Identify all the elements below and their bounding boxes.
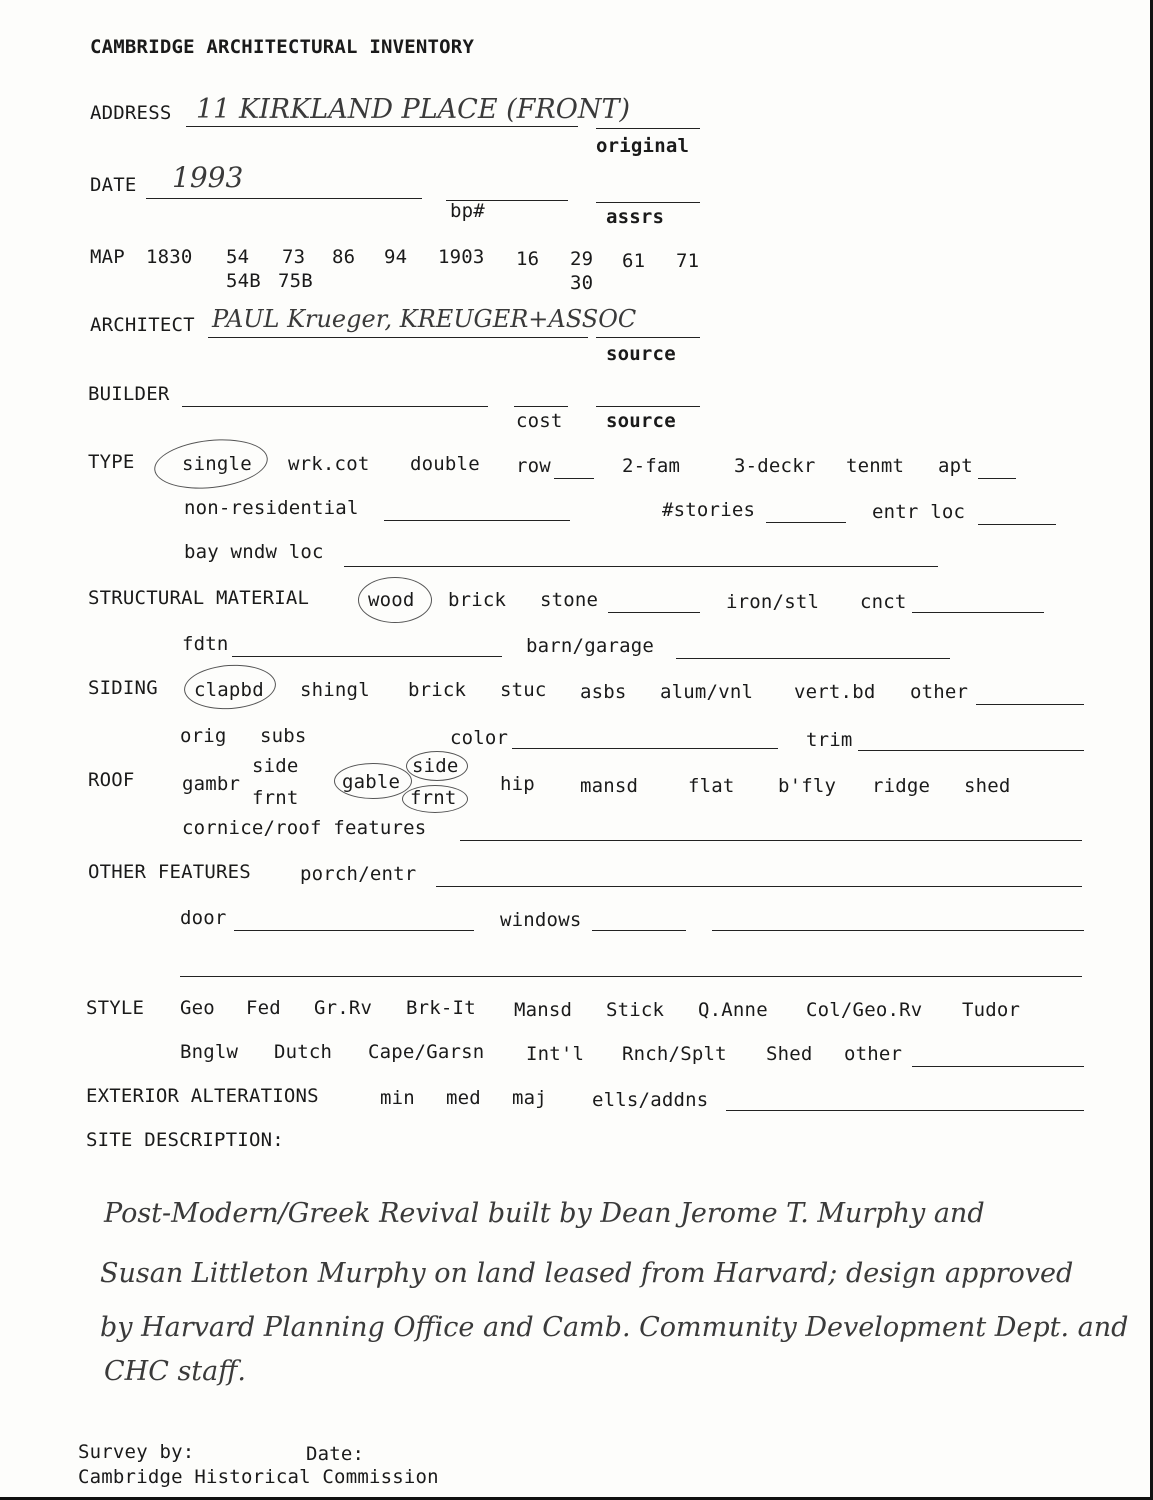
exterior-option[interactable]: maj	[512, 1087, 547, 1109]
fdtn-label: fdtn	[182, 633, 229, 655]
address-value: 11 KIRKLAND PLACE (FRONT)	[196, 94, 631, 125]
map-year: 30	[570, 272, 594, 294]
roof-option[interactable]: frnt	[252, 787, 299, 809]
structural-option[interactable]: cnct	[860, 591, 907, 613]
subs-label: subs	[260, 725, 307, 747]
barn-garage-label: barn/garage	[526, 635, 655, 657]
address-label: ADDRESS	[90, 102, 172, 124]
roof-option[interactable]: side	[412, 755, 459, 777]
site-description-line: Susan Littleton Murphy on land leased from Harvard; design approved	[100, 1258, 1074, 1289]
architect-line	[208, 337, 588, 338]
date-line	[146, 198, 422, 199]
style-option[interactable]: Stick	[606, 999, 665, 1021]
windows-label: windows	[500, 909, 582, 931]
door-line	[234, 930, 474, 931]
map-year: 54B	[226, 270, 261, 292]
porch-line	[436, 886, 1082, 887]
roof-option[interactable]: shed	[964, 775, 1011, 797]
style-label: STYLE	[86, 997, 145, 1019]
survey-date-label: Date:	[306, 1443, 365, 1465]
siding-option[interactable]: asbs	[580, 681, 627, 703]
commission-label: Cambridge Historical Commission	[78, 1466, 439, 1488]
porch-label: porch/entr	[300, 863, 417, 885]
assrs-label: assrs	[606, 206, 665, 228]
date-label: DATE	[90, 174, 137, 196]
style-option[interactable]: Mansd	[514, 999, 573, 1021]
cornice-line	[460, 840, 1082, 841]
site-description-line: by Harvard Planning Office and Camb. Community Development Dept. and	[100, 1312, 1129, 1343]
trim-label: trim	[806, 729, 853, 751]
roof-option[interactable]: frnt	[410, 787, 457, 809]
exterior-option[interactable]: ells/addns	[592, 1089, 709, 1111]
map-year: 94	[384, 246, 408, 268]
type-label: TYPE	[88, 451, 135, 473]
style-other-line	[912, 1066, 1084, 1067]
exterior-option[interactable]: med	[446, 1087, 481, 1109]
entr-loc-label: entr loc	[872, 501, 966, 523]
style-option[interactable]: Shed	[766, 1043, 813, 1065]
map-year: 16	[516, 248, 540, 270]
other-features-label: OTHER FEATURES	[88, 861, 251, 883]
apt-line	[978, 478, 1016, 479]
map-year: 73	[282, 246, 306, 268]
map-year: 1903	[438, 246, 485, 268]
original-line	[596, 128, 700, 129]
roof-option[interactable]: ridge	[872, 775, 931, 797]
builder-source-line	[596, 406, 700, 407]
type-option[interactable]: 3-deckr	[734, 455, 816, 477]
date-value: 1993	[172, 161, 244, 194]
site-description-label: SITE DESCRIPTION:	[86, 1129, 284, 1151]
exterior-option[interactable]: min	[380, 1087, 415, 1109]
style-option[interactable]: Bnglw	[180, 1041, 239, 1063]
style-option[interactable]: Col/Geo.Rv	[806, 999, 923, 1021]
address-line	[186, 126, 578, 127]
builder-line	[182, 406, 488, 407]
architect-source-label: source	[606, 343, 676, 365]
roof-option[interactable]: hip	[500, 773, 535, 795]
architect-value: PAUL Krueger, KREUGER+ASSOC	[212, 305, 637, 333]
bp-label: bp#	[450, 200, 485, 222]
cost-line	[514, 406, 568, 407]
siding-other-line	[976, 704, 1084, 705]
siding-option[interactable]: shingl	[300, 679, 370, 701]
blank-line	[180, 976, 1082, 977]
type-option[interactable]: apt	[938, 455, 973, 477]
style-option[interactable]: Cape/Garsn	[368, 1041, 485, 1063]
non-residential-label: non-residential	[184, 497, 359, 519]
style-option[interactable]: Q.Anne	[698, 999, 768, 1021]
siding-option[interactable]: stuc	[500, 679, 547, 701]
non-residential-line	[384, 520, 570, 521]
type-option[interactable]: wrk.cot	[288, 453, 370, 475]
color-line	[512, 748, 778, 749]
structural-option[interactable]: brick	[448, 589, 507, 611]
survey-by-label: Survey by:	[78, 1441, 195, 1463]
bay-window-label: bay wndw loc	[184, 541, 324, 563]
type-option[interactable]: 2-fam	[622, 455, 681, 477]
exterior-label: EXTERIOR ALTERATIONS	[86, 1085, 319, 1107]
entr-loc-line	[978, 524, 1056, 525]
roof-option[interactable]: flat	[688, 775, 735, 797]
architect-source-line	[596, 337, 700, 338]
fdtn-line	[232, 656, 502, 657]
siding-option[interactable]: brick	[408, 679, 467, 701]
siding-option[interactable]: vert.bd	[794, 681, 876, 703]
style-option[interactable]: Tudor	[962, 999, 1021, 1021]
style-option[interactable]: other	[844, 1043, 903, 1065]
bay-window-line	[344, 566, 938, 567]
type-option[interactable]: single	[182, 453, 252, 475]
original-label: original	[596, 135, 690, 157]
style-option[interactable]: Brk-It	[406, 997, 476, 1019]
roof-option[interactable]: gambr	[182, 773, 241, 795]
type-option[interactable]: tenmt	[846, 455, 905, 477]
ells-line	[726, 1110, 1084, 1111]
structural-option[interactable]: wood	[368, 589, 415, 611]
door-label: door	[180, 907, 227, 929]
roof-label: ROOF	[88, 769, 135, 791]
type-option[interactable]: row	[516, 455, 551, 477]
style-option[interactable]: Geo	[180, 997, 215, 1019]
cornice-label: cornice/roof features	[182, 817, 427, 839]
builder-source-label: source	[606, 410, 676, 432]
roof-option[interactable]: side	[252, 755, 299, 777]
style-option[interactable]: Gr.Rv	[314, 997, 373, 1019]
type-option[interactable]: double	[410, 453, 480, 475]
map-year: 29	[570, 248, 594, 270]
stories-line	[766, 522, 846, 523]
orig-label: orig	[180, 725, 227, 747]
map-year: 75B	[278, 270, 313, 292]
site-description-line: Post-Modern/Greek Revival built by Dean Jerome T. Murphy and	[104, 1198, 985, 1229]
style-option[interactable]: Dutch	[274, 1041, 333, 1063]
trim-line	[858, 750, 1084, 751]
map-year: 86	[332, 246, 356, 268]
roof-option[interactable]: b'fly	[778, 775, 837, 797]
color-label: color	[450, 727, 509, 749]
map-year: 61	[622, 250, 646, 272]
windows-line-2	[712, 930, 1084, 931]
builder-label: BUILDER	[88, 383, 170, 405]
map-year: 54	[226, 246, 250, 268]
cnct-line	[912, 612, 1044, 613]
siding-label: SIDING	[88, 677, 158, 699]
siding-option[interactable]: alum/vnl	[660, 681, 754, 703]
map-year: 71	[676, 250, 700, 272]
stories-label: #stories	[662, 499, 756, 521]
siding-option[interactable]: clapbd	[194, 679, 264, 701]
map-label: MAP	[90, 246, 125, 268]
structural-label: STRUCTURAL MATERIAL	[88, 587, 310, 609]
structural-option[interactable]: stone	[540, 589, 599, 611]
architect-label: ARCHITECT	[90, 314, 195, 336]
site-description-line: CHC staff.	[104, 1356, 246, 1387]
structural-option[interactable]: iron/stl	[726, 591, 820, 613]
row-line	[554, 478, 594, 479]
roof-option[interactable]: mansd	[580, 775, 639, 797]
barn-garage-line	[676, 658, 950, 659]
style-option[interactable]: Rnch/Splt	[622, 1043, 727, 1065]
map-year: 1830	[146, 246, 193, 268]
stone-line	[608, 612, 700, 613]
assrs-line	[596, 202, 700, 203]
siding-option[interactable]: other	[910, 681, 969, 703]
style-option[interactable]: Int'l	[526, 1043, 585, 1065]
windows-line	[592, 930, 686, 931]
style-option[interactable]: Fed	[246, 997, 281, 1019]
roof-option[interactable]: gable	[342, 771, 401, 793]
form-title: CAMBRIDGE ARCHITECTURAL INVENTORY	[90, 36, 475, 58]
cost-label: cost	[516, 410, 563, 432]
